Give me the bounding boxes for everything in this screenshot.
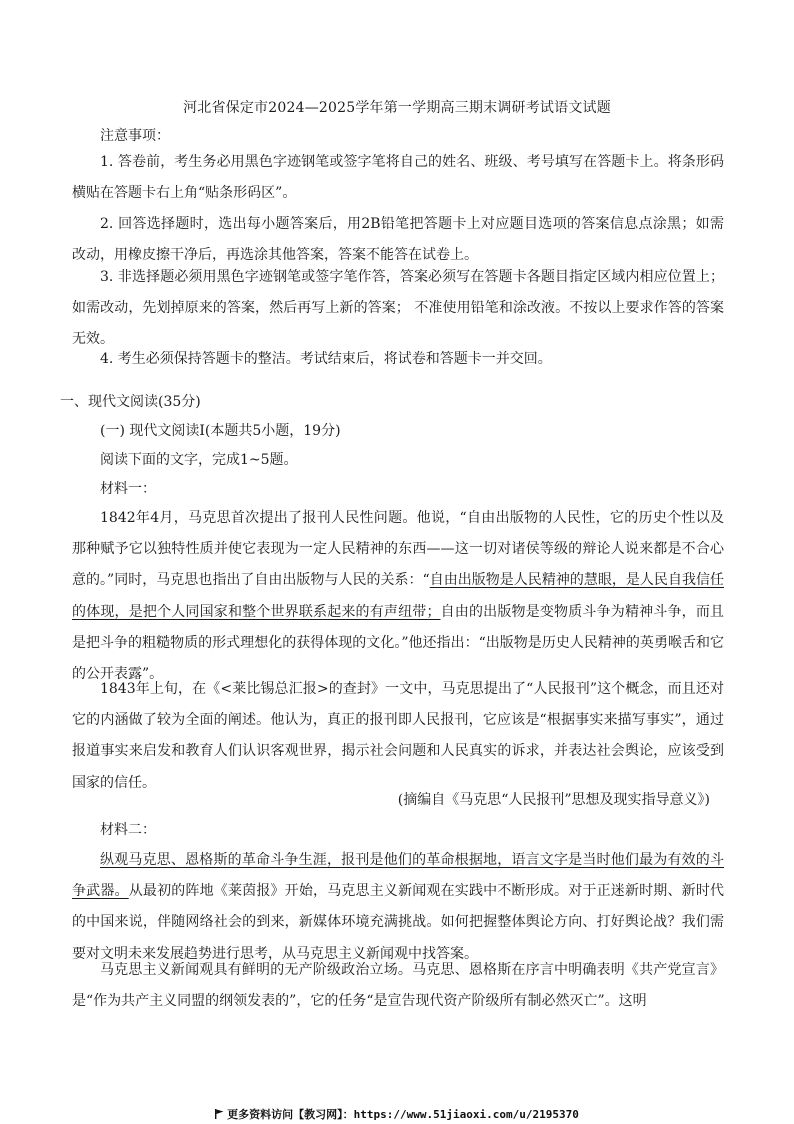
subsection-heading: (一) 现代文阅读Ⅰ(本题共5小题，19分)	[100, 423, 341, 439]
material-2-label: 材料二：	[100, 822, 156, 838]
notice-item-1: 1. 答卷前，考生务必用黑色字迹钢笔或签字笔将自己的姓名、班级、考号填写在答题卡上。将条形码横贴在答题卡右上角“贴条形码区”。	[72, 154, 724, 202]
page-title: 河北省保定市2024—2025学年第一学期高三期末调研考试语文试题	[183, 100, 611, 116]
footer-link[interactable]: 更多资料访问【教习网】：https://www.51jiaoxi.com/u/2195370	[0, 1106, 794, 1122]
material-1-paragraph-2: 1843年上旬，在《<莱比锡总汇报>的查封》一文中，马克思提出了“人民报刊”这个概念，而且还对它的内涵做了较为全面的阐述。他认为，真正的报刊即人民报刊，它应该是“根据事实来描写事实”，通过报道事实来启发和教育人们认识客观世界，揭示社会问题和人民真实的诉求，并表达社会舆论，应该受到国家的信任。	[72, 681, 724, 791]
material-1-source: (摘编自《马克思“人民报刊”思想及现实指导意义》)	[397, 792, 710, 808]
material-1-paragraph-1: 1842年4月，马克思首次提出了报刊人民性问题。他说，“自由出版物的人民性，它的历史个性以及那种赋予它以独特性质并使它表现为一定人民精神的东西——这一切对诸侯等级的辩论人说来都是不合心意的。”同时，马克思也指出了自由出版物与人民的关系：“自由出版物是人民精神的慧眼，是人民自我信任的体现，是把个人同国家和整个世界联系起来的有声纽带；自由的出版物是变物质斗争为精神斗争，而且是把斗争的粗糙物质的形式理想化的获得体现的文化。”他还指出：“出版物是历史人民精神的英勇喉舌和它的公开表露”。	[72, 510, 725, 683]
underlined-passage: 纵观马克思、恩格斯的革命斗争生涯，报刊是他们的革命根据地，语言文字是当时他们最为有效的斗争武器。	[72, 852, 724, 900]
flag-icon	[215, 1109, 224, 1119]
material-2-paragraph-1: 纵观马克思、恩格斯的革命斗争生涯，报刊是他们的革命根据地，语言文字是当时他们最为有效的斗争武器。从最初的阵地《莱茵报》开始，马克思主义新闻观在实践中不断形成。对于正迷新时期、新时代的中国来说，伴随网络社会的到来，新媒体环境充满挑战。如何把握整体舆论方向、打好舆论战？我们需要对文明未来发展趋势进行思考，从马克思主义新闻观中找答案。	[72, 852, 725, 962]
notice-heading: 注意事项：	[100, 128, 170, 144]
material-2-paragraph-2: 马克思主义新闻观具有鲜明的无产阶级政治立场。马克思、恩格斯在序言中明确表明《共产党宣言》是“作为共产主义同盟的纲领发表的”，它的任务“是宣告现代资产阶级所有制必然灭亡”。这明	[72, 962, 724, 1010]
notice-item-3: 3. 非选择题必须用黑色字迹钢笔或签字笔作答，答案必须写在答题卡各题目指定区域内相应位置上； 如需改动，先划掉原来的答案，然后再写上新的答案； 不准使用铅笔和涂改液。不按以上要求作答的答案无效。	[72, 269, 724, 348]
section-heading: 一、现代文阅读(35分)	[60, 394, 201, 410]
underlined-passage: 自由出版物是人民精神的慧眼，是人民自我信任的体现，是把个人同国家和整个世界联系起来的有声纽带；	[72, 572, 724, 620]
material-1-label: 材料一：	[100, 481, 156, 497]
notice-item-4: 4. 考生必须保持答题卡的整洁。考试结束后，将试卷和答题卡一并交回。	[100, 351, 552, 367]
reading-instruction: 阅读下面的文字，完成1~5题。	[100, 452, 298, 468]
notice-item-2: 2. 回答选择题时，选出每小题答案后，用2B铅笔把答题卡上对应题目选项的答案信息点涂黑；如需改动，用橡皮擦干净后，再选涂其他答案，答案不能答在试卷上。	[72, 216, 724, 264]
